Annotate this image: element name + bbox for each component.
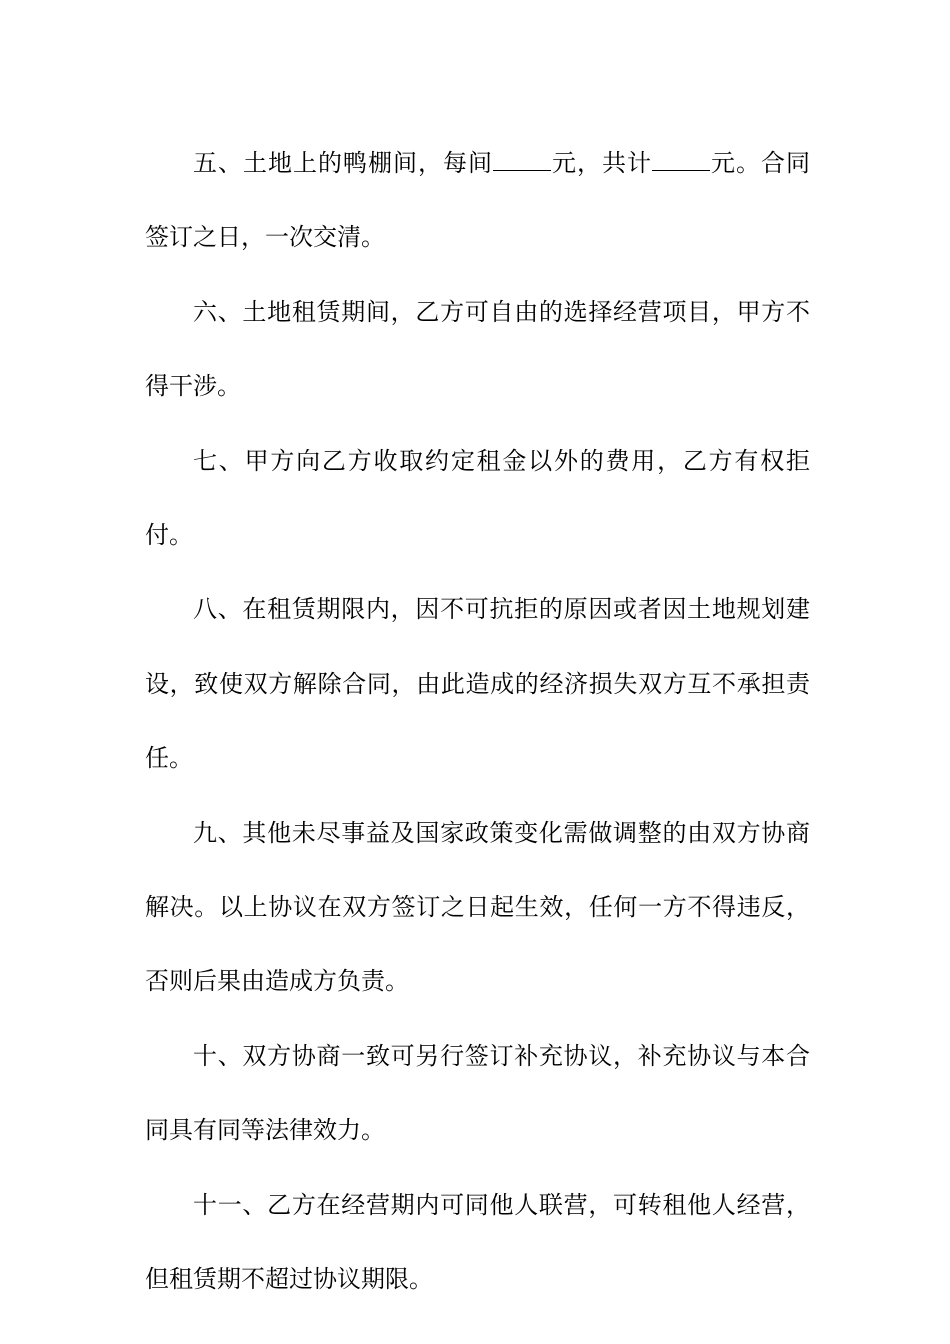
clause-10: 十、双方协商一致可另行签订补充协议，补充协议与本合同具有同等法律效力。 [145,1041,810,1145]
clause-5-text-a: 五、土地上的鸭棚间，每间 [193,149,493,177]
clause-5-text-c: 元。合同签订之日，一次交清。 [145,149,810,252]
clause-9: 九、其他未尽事益及国家政策变化需做调整的由双方协商解决。以上协议在双方签订之日起生效，任何一方不得违反，否则后果由造成方负责。 [145,818,810,996]
clause-11: 十一、乙方在经营期内可同他人联营，可转租他人经营，但租赁期不超过协议期限。 [145,1190,810,1294]
clause-8: 八、在租赁期限内，因不可抗拒的原因或者因土地规划建设，致使双方解除合同，由此造成的经济损失双方互不承担责任。 [145,595,810,773]
clause-7: 七、甲方向乙方收取约定租金以外的费用，乙方有权拒付。 [145,446,810,550]
clause-6: 六、土地租赁期间，乙方可自由的选择经营项目，甲方不得干涉。 [145,297,810,401]
blank-price-per-shed [493,150,551,171]
document-body [145,126,810,1317]
clause-5 [145,126,810,275]
blank-total-price [652,150,710,171]
clause-5-text-b: 元，共计 [551,149,652,177]
